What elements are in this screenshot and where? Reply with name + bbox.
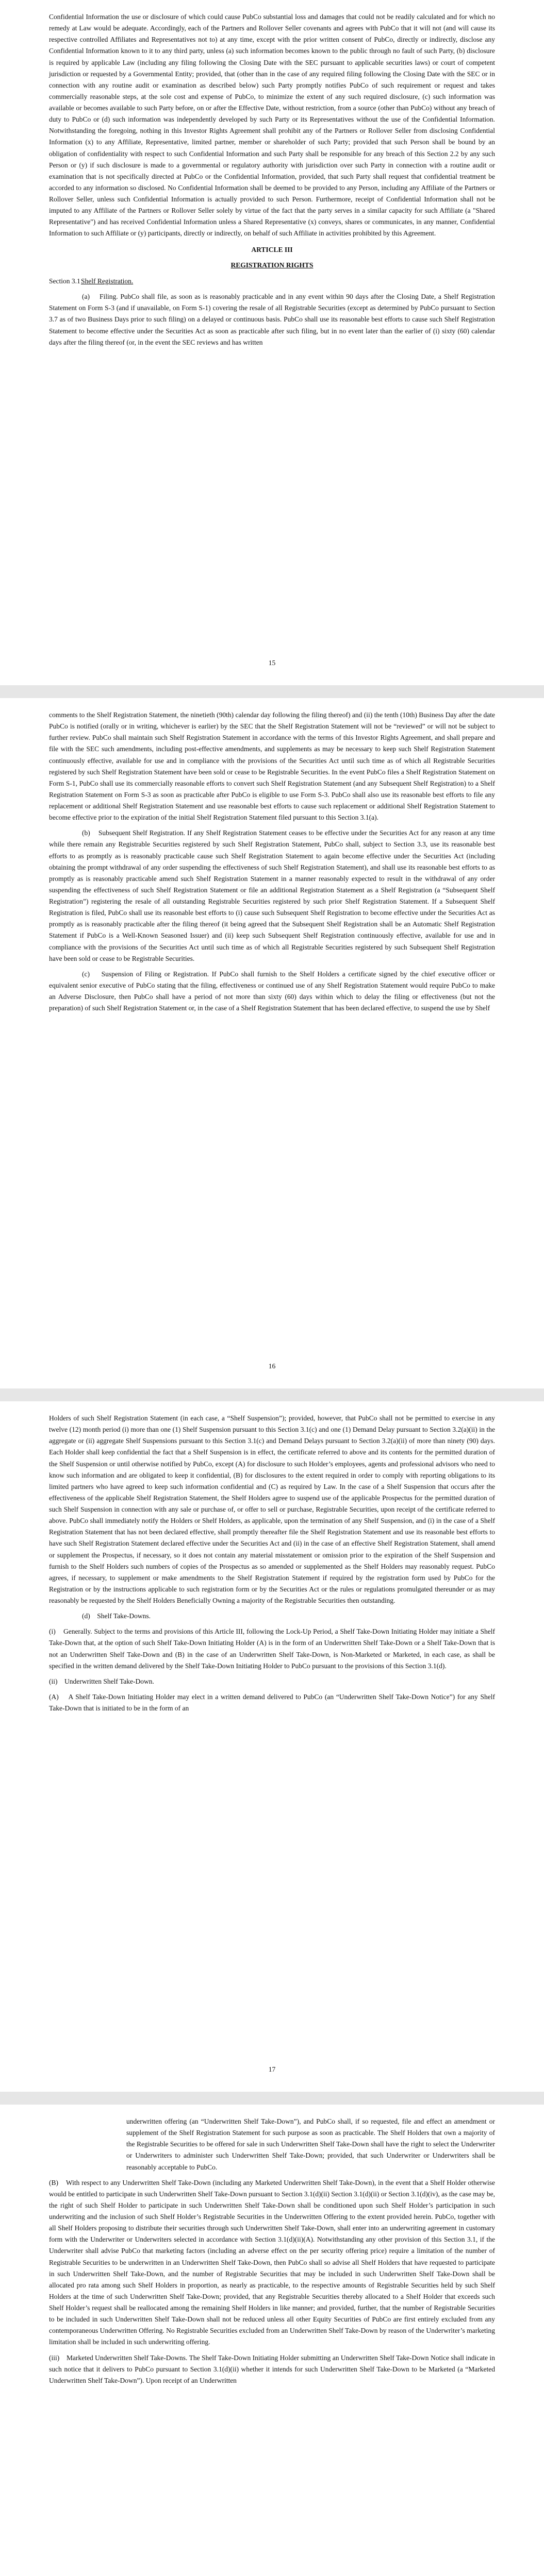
paragraph-continued: Holders of such Shelf Registration Statement (in each case, a “Shelf Suspension”); provided, however, that PubCo shall not be permitted to exercise in any twelve (12) month period (i) more than one (1) Shelf Suspension pursuant to this Section 3.1(c) and one (1) Demand Delay pursuant to Section 3.2(a)(ii) in the aggregate or (ii) aggregate Shelf Suspensions pursuant to this Section 3.1(c) and Demand Delays pursuant to Section 3.2(a)(ii) of more than ninety (90) days. Each Holder shall keep confidential the fact that a Shelf Suspension is in effect, the certificate referred to above and its contents for the permitted duration of the Shelf Suspension or until otherwise notified by PubCo, except (A) for disclosure to such Holder’s employees, agents and professional advisors who need to know such information and are obligated to keep it confidential, (B) for disclosures to the extent required in order to comply with reporting obligations to its limited partners who have agreed to keep such information confidential and (C) as required by Law. In the case of a Shelf Suspension that occurs after the effectiveness of the applicable Shelf Registration Statement, the Shelf Holders agree to suspend use of the applicable Prospectus for the permitted duration of such Shelf Suspension in connection with any sale or purchase of, or offer to sell or purchase, Registrable Securities, upon receipt of the certificate referred to above. PubCo shall immediately notify the Holders or Shelf Holders, as applicable, upon the termination of any Shelf Suspension, and (i) in the case of a Shelf Registration Statement that has not been declared effective, shall promptly thereafter file the Shelf Registration Statement and use its reasonable best efforts to have such Shelf Registration Statement declared effective under the Securities Act and (ii) in the case of an effective Shelf Registration Statement, shall amend or supplement the Prospectus, if necessary, so it does not contain any material misstatement or omission prior to the expiration of the Shelf Suspension and furnish to the Shelf Holders such numbers of copies of the Prospectus as so amended or supplemented as the Shelf Holders may reasonably request. PubCo agrees, if necessary, to supplement or make amendments to the Shelf Registration Statement if required by the registration form used by PubCo for the Registration or by the instructions applicable to such registration form or by the Securities Act or the rules or regulations promulgated thereunder or as may reasonably be requested by the Shelf Holders Beneficially Owning a majority of the Registrable Securities then outstanding. [49,1414,495,1604]
page-number: 17 [268,2065,276,2073]
paragraph-continued: comments to the Shelf Registration Statement, the ninetieth (90th) calendar day following the filing thereof) and (ii) the tenth (10th) Business Day after the date PubCo is notified (orally or in writing, whichever is earlier) by the SEC that the Shelf Registration Statement will not be “reviewed” or will not be subject to further review. PubCo shall maintain such Shelf Registration Statement in accordance with the terms of this Investor Rights Agreement, and shall prepare and file with the SEC such amendments, including post-effective amendments, and supplements as may be necessary to keep such Shelf Registration Statement continuously effective, available for use and in compliance with the provisions of the Securities Act until such time as of which all Registrable Securities registered by such Shelf Registration Statement have been sold or cease to be Registrable Securities. In the event PubCo files a Shelf Registration Statement on Form S-1, PubCo shall use its commercially reasonable efforts to convert such Shelf Registration Statement (and any Subsequent Shelf Registration) to a Shelf Registration Statement on Form S-3 as soon as practicable after PubCo is eligible to use Form S-3. PubCo shall also use its reasonable best efforts to file any replacement or additional Shelf Registration Statement and use reasonable best efforts to cause such replacement or additional Shelf Registration Statement to become effective prior to the expiration of the initial Shelf Registration Statement filed pursuant to this Section 3.1(a). [49,711,495,822]
paragraph-confidentiality: Confidential Information the use or disclosure of which could cause PubCo substantial loss and damages that could not be readily calculated and for which no remedy at Law would be adequate. Accordingly, each of the Partners and Rollover Seller covenants and agrees with PubCo that it will not (and will cause its respective controlled Affiliates and Representatives not to) at any time, except with the prior written consent of PubCo, directly or indirectly, disclose any Confidential Information known to it to any third party, unless (a) such information becomes known to the public through no fault of such Party, (b) disclosure is required by applicable Law (including any filing following the Closing Date with the SEC pursuant to applicable securities laws) or court of competent jurisdiction or requested by a Governmental Entity; provided, that (other than in the case of any required filing following the Closing Date with the SEC or in connection with any routine audit or examination as described below) such Party promptly notifies PubCo of such requirement or request and takes commercially reasonable steps, at the sole cost and expense of PubCo, to minimize the extent of any such required disclosure, (c) such information was available or becomes available to such Party before, on or after the Effective Date, without restriction, from a source (other than PubCo) without any breach of duty to PubCo or (d) such information was independently developed by such Party or its Representatives without the use of the Confidential Information. Notwithstanding the foregoing, nothing in this Investor Rights Agreement shall prohibit any of the Partners or Rollover Seller from disclosing Confidential Information (x) to any Affiliate, Representative, limited partner, member or shareholder of such Party; provided that such Person shall be bound by an obligation of confidentiality with respect to such Confidential Information and such Party shall be responsible for any breach of this Section 2.2 by any such Person or (y) if such disclosure is made to a governmental or regulatory authority with jurisdiction over such Party in connection with a routine audit or examination that is not specifically directed at PubCo or the Confidential Information, provided, that such Party shall request that confidential treatment be accorded to any information so disclosed. No Confidential Information shall be deemed to be provided to any Person, including any Affiliate of the Partners or Rollover Seller, unless such Confidential Information is actually provided to such Person. Furthermore, receipt of Confidential Information shall not be imputed to any Affiliate of the Partners or Rollover Seller solely by virtue of the fact that the party serves in a similar capacity for such Affiliate (a "Shared Representative") and has received Confidential Information unless a Shared Representative (x) conveys, shares or communicates, in any manner, Confidential Information to such Affiliate or (y) participants, directly or indirectly, on behalf of such Affiliate in activities prohibited by this Agreement. [49,13,495,238]
paragraph-marketed: (iii) Marketed Underwritten Shelf Take-Downs. The Shelf Take-Down Initiating Holder submitting an Underwritten Shelf Take-Down Notice shall indicate in such notice that it delivers to PubCo pursuant to Section 3.1(d)(ii) whether it intends for such Underwritten Shelf Take-Down to be Marketed (a “Marketed Underwritten Shelf Take-Down”). Upon receipt of an Underwritten [49,2353,495,2384]
paragraph-underwritten-heading: (ii) Underwritten Shelf Take-Down. [49,1677,154,1685]
document-page-16 [0,698,544,1388]
paragraph-continued: underwritten offering (an “Underwritten Shelf Take-Down”), and PubCo shall, if so requested, file and effect an amendment or supplement of the Shelf Registration Statement for such purpose as soon as practicable. The Shelf Holders that own a majority of the Registrable Securities to be offered for sale in such Underwritten Shelf Take-Down shall have the right to select the Underwriter or Underwriters to administer such Underwritten Shelf Take-Down; provided, that such Underwriter or Underwriters shall be reasonably acceptable to PubCo. [126,2117,495,2171]
article-title: REGISTRATION RIGHTS [230,261,314,269]
paragraph-participation: (B) With respect to any Underwritten Shelf Take-Down (including any Marketed Underwritten Shelf Take-Down), in the event that a Shelf Holder otherwise would be entitled to participate in such Underwritten Shelf Take-Down pursuant to Section 3.1(d)(ii) Section 3.1(d)(ii) or Section 3.1(d)(iv), as the case may be, the right of such Shelf Holder to participate in such Underwritten Shelf Take-Down shall be conditioned upon such Shelf Holder’s participation in such underwriting and the inclusion of such Shelf Holder’s Registrable Securities in the Underwritten Offering to the extent provided herein. PubCo, together with all Shelf Holders proposing to distribute their securities through such Underwritten Shelf Take-Down, shall enter into an underwriting agreement in customary form with the Underwriter or Underwriters selected in accordance with Section 3.1(d)(ii)(A). Notwithstanding any other provision of this Section 3.1, if the Underwriter shall advise PubCo that marketing factors (including an adverse effect on the per security offering price) require a limitation of the number of Registrable Securities to be underwritten in an Underwritten Shelf Take-Down, then PubCo shall so advise all Shelf Holders that have requested to participate in such Underwritten Shelf Take-Down, and the number of Registrable Securities that may be included in such Underwritten Shelf Take-Down shall be allocated pro rata among such Shelf Holders in proportion, as nearly as practicable, to the respective amounts of Registrable Securities held by such Shelf Holders at the time of such Underwritten Shelf Take-Down; provided, that any Registrable Securities thereby allocated to a Shelf Holder that exceeds such Shelf Holder’s request shall be reallocated among the remaining Shelf Holders in like manner; and provided, further, that the number of Registrable Securities to be included in such Underwritten Shelf Take-Down shall not be reduced unless all other Equity Securities of PubCo are first entirely excluded from any contemporaneous Underwritten Offering. No Registrable Securities excluded from an Underwritten Shelf Take-Down by reason of the Underwriter’s marketing limitation shall be included in such underwriting offering. [49,2178,495,2346]
section-heading [49,276,495,287]
page-number: 15 [268,658,276,667]
paragraph-subsequent-shelf: (b) Subsequent Shelf Registration. If any Shelf Registration Statement ceases to be effective under the Securities Act for any reason at any time while there remain any Registrable Securities registered by such Shelf Registration Statement, PubCo shall, subject to Section 3.3, use its reasonable best efforts to as promptly as is reasonably practicable cause such Shelf Registration Statement to again become effective under the Securities Act (including obtaining the prompt withdrawal of any order suspending the effectiveness of such Shelf Registration Statement), and shall use its reasonable best efforts to as promptly as is reasonably practicable amend such Shelf Registration Statement in a manner reasonably expected to result in the withdrawal of any order suspending the effectiveness of such Shelf Registration Statement or file an additional Registration Statement as a Shelf Registration (a “Subsequent Shelf Registration”) registering the resale of all outstanding Registrable Securities registered by such prior Shelf Registration Statement. If a Subsequent Shelf Registration is filed, PubCo shall use its reasonable best efforts to (i) cause such Subsequent Shelf Registration to become effective under the Securities Act as promptly as is reasonably practicable after the filing thereof (it being agreed that the Subsequent Shelf Registration shall be an Automatic Shelf Registration Statement if PubCo is a Well-Known Seasoned Issuer) and (ii) keep such Subsequent Shelf Registration continuously effective, available for use and in compliance with the provisions of the Securities Act until such time as of which all Registrable Securities registered by such Subsequent Shelf Registration have been sold or cease to be Registrable Securities. [49,829,495,962]
paragraph-filing: (a) Filing. PubCo shall file, as soon as is reasonably practicable and in any event within 90 days after the Closing Date, a Shelf Registration Statement on Form S-3 (and if unavailable, on Form S-1) covering the resale of all Registrable Securities (except as determined by PubCo pursuant to Section 3.7 as of two Business Days prior to such filing) on a delayed or continuous basis. PubCo shall use its reasonable best efforts to cause such Shelf Registration Statement to become effective under the Securities Act as soon as practicable after such filing, but in no event later than the earlier of (i) sixty (60) calendar days after the filing thereof (or, in the event the SEC reviews and has written [49,293,495,346]
paragraph-take-down-notice: (A) A Shelf Take-Down Initiating Holder may elect in a written demand delivered to PubCo (an “Underwritten Shelf Take-Down Notice”) for any Shelf Take-Down that is initiated to be in the form of an [49,1692,495,1712]
page-number: 16 [268,1362,276,1370]
document-page-18 [0,2105,544,2576]
document-page-17 [0,1401,544,2092]
document-page-15 [0,0,544,685]
paragraph-generally: (i) Generally. Subject to the terms and provisions of this Article III, following the Lock-Up Period, a Shelf Take-Down Initiating Holder may initiate a Shelf Take-Down that, at the option of such Shelf Take-Down Initiating Holder (A) is in the form of an Underwritten Shelf Take-Down or a Shelf Take-Down that is not an Underwritten Shelf Take-Down and (B) in the case of an Underwritten Shelf Take-Down, is Non-Marketed or Marketed, in each case, as shall be specified in the written demand delivered by the Shelf Take-Down Initiating Holder to PubCo pursuant to the provisions of this Section 3.1(d). [49,1628,495,1670]
paragraph-suspension: (c) Suspension of Filing or Registration. If PubCo shall furnish to the Shelf Holders a certificate signed by the chief executive officer or equivalent senior executive of PubCo stating that the filing, effectiveness or continued use of any Shelf Registration Statement would require PubCo to make an Adverse Disclosure, then PubCo shall have a period of not more than sixty (60) days within which to delay the filing or effectiveness (but not the preparation) of such Shelf Registration Statement or, in the case of a Shelf Registration Statement that has been declared effective, to suspend the use by Shelf [49,970,495,1012]
article-heading: ARTICLE III [251,245,293,253]
paragraph-shelf-take-downs: (d) Shelf Take-Downs. [82,1612,151,1620]
section-name: Shelf Registration. [81,277,134,285]
section-number: Section 3.1 [49,277,80,285]
